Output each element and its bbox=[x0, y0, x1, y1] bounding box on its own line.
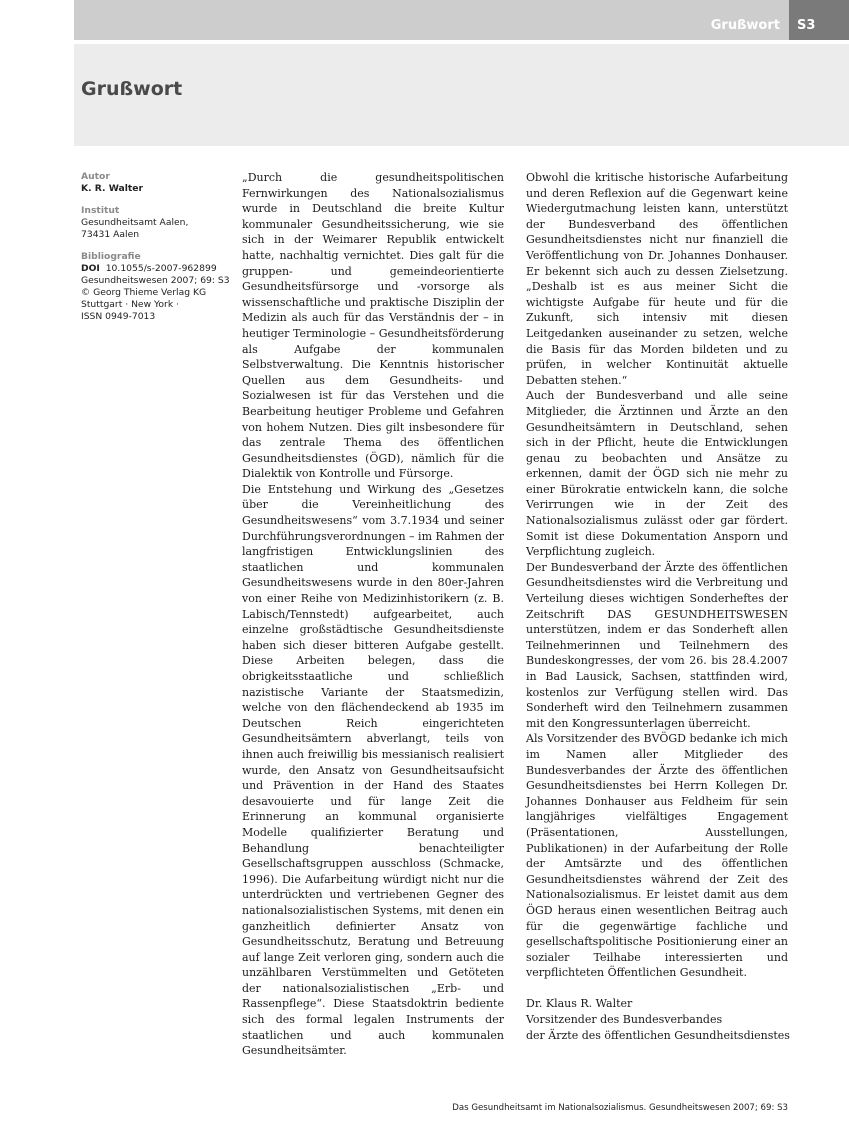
body-paragraph: Auch der Bundesverband und alle seine Mitglieder, die Ärztinnen und Ärzte an den Gesundheitsämtern in Deutschland, sehen sich in der Pflicht, heute die Entwicklungen genau zu beobachten und Ansätze zu erkennen, damit der ÖGD sich nie mehr zu einer Bürokratie entwickeln kann, die solche Verirrungen wie in der Zeit des Nationalsozialismus zulässt oder gar fördert. Somit ist diese Dokumentation Ansporn und Verpflichtung zugleich. bbox=[526, 389, 788, 559]
bibliography-line: Stuttgart · New York · bbox=[81, 299, 179, 310]
doi-label: DOI bbox=[81, 263, 100, 274]
page-number: S3 bbox=[789, 0, 849, 40]
body-paragraph: Die Entstehung und Wirkung des „Gesetzes über die Vereinheitlichung des Gesundheitswesens“ vom 3.7.1934 und seiner Durchführungsverordnungen – im Rahmen der langfristigen Entwicklungslinien des staatlichen und kommunalen Gesundheitswesens wurde in den 80er-Jahren von einer Reihe von Medizinhistorikern (z. B. Labisch/Tennstedt) aufgearbeitet, auch einzelne großstädtische Gesundheitsdienste haben sich dieser bitteren Aufgabe gestellt. Diese Arbeiten belegen, dass die obrigkeitsstaatliche und schließlich nazistische Variante der Staatsmedizin, welche von den flächendeckend ab 1935 im Deutschen Reich eingerichteten Gesundheitsämtern abverlangt, teils von ihnen auch freiwillig bis messianisch realisiert wurde, den Ansatz von Gesundheitsaufsicht und Prävention in der Hand des Staates desavouierte und für lange Zeit die Erinnerung an kommunal organisierte Modelle qualifizierter Beratung und Behandlung benachteiligter Gesellschaftsgruppen ausschloss (Schmacke, 1996). Die Aufarbeitung würdigt nicht nur die unterdrückten und vertriebenen Gegner des nationalsozialistischen Systems, mit denen ein ganzheitlich definierter Ansatz von Gesundheitsschutz, Beratung und Betreuung auf lange Zeit verloren ging, sondern auch die unzählbaren Verstümmelten und Getöteten der nationalsozialistischen „Erb- und Rassenpflege“. Diese Staatsdoktrin bediente sich des formal legalen Instruments der staatlichen und auch kommunalen Gesundheitsämter. bbox=[242, 482, 505, 1058]
doi-value[interactable]: 10.1055/s-2007-962899 bbox=[105, 263, 217, 274]
bibliography-label: Bibliografie bbox=[81, 251, 141, 262]
bibliography-line: © Georg Thieme Verlag KG bbox=[81, 287, 207, 298]
bibliography-group bbox=[81, 251, 231, 323]
doi-line bbox=[81, 263, 231, 275]
signature-role: Vorsitzender des Bundesverbandes bbox=[526, 1013, 723, 1027]
author-group bbox=[81, 171, 231, 195]
author-name: K. R. Walter bbox=[81, 183, 144, 194]
title-block bbox=[74, 44, 849, 146]
signature-name: Dr. Klaus R. Walter bbox=[526, 997, 633, 1011]
institute-group bbox=[81, 205, 231, 241]
institute-line: 73431 Aalen bbox=[81, 229, 140, 240]
body-paragraph: Obwohl die kritische historische Aufarbeitung und deren Reflexion auf die Gegenwart keine Wiedergutmachung leisten kann, unterstützt der Bundesverband des öffentlichen Gesundheitsdienstes nicht nur finanziell die Veröffentlichung von Dr. Johannes Donhauser. Er bekennt sich auch zu dessen Zielsetzung. „Deshalb ist es aus meiner Sicht die wichtigste Aufgabe für heute und für die Zukunft, sich intensiv mit diesen Leitgedanken auseinander zu setzen, welche die Basis für das Morden bildeten und zu prüfen, in welcher Kontinuität aktuelle Debatten stehen.“ bbox=[526, 171, 788, 387]
author-label: Autor bbox=[81, 171, 110, 182]
article-metadata bbox=[81, 171, 231, 333]
body-paragraph: Als Vorsitzender des BVÖGD bedanke ich mich im Namen aller Mitglieder des Bundesverbandes der Ärzte des öffentlichen Gesundheitsdienstes bei Herrn Kollegen Dr. Johannes Donhauser aus Feldheim für sein langjähriges vielfältiges Engagement (Präsentationen, Ausstellungen, Publikationen) in der Aufarbeitung der Rolle der Amtsärzte und des öffentlichen Gesundheitsdienstes während der Zeit des Nationalsozialismus. Er leistet damit aus dem ÖGD heraus einen wesentlichen Beitrag auch für die gegenwärtige fachliche und gesellschaftspolitische Positionierung einer an sozialer Teilhabe interessierten und verpflichteten Öffentlichen Gesundheit. bbox=[526, 732, 788, 980]
bibliography-line: ISSN 0949-7013 bbox=[81, 311, 156, 322]
signature bbox=[526, 996, 788, 1043]
page-title: Grußwort bbox=[81, 78, 183, 100]
body-column-left bbox=[242, 170, 504, 1059]
body-paragraph: Der Bundesverband der Ärzte des öffentlichen Gesundheitsdienstes wird die Verbreitung und Verteilung dieses wichtigen Sonderheftes der Zeitschrift DAS GESUNDHEITSWESEN unterstützen, indem er das Sonderheft allen Teilnehmerinnen und Teilnehmern des Bundeskongresses, der vom 26. bis 28.4.2007 in Bad Lausick, Sachsen, stattfinden wird, kostenlos zur Verfügung stellen wird. Das Sonderheft wird den Teilnehmern zusammen mit den Kongressunterlagen überreicht. bbox=[526, 560, 788, 730]
bibliography-line: Gesundheitswesen 2007; 69: S3 bbox=[81, 275, 230, 286]
body-paragraph: „Durch die gesundheitspolitischen Fernwirkungen des Nationalsozialismus wurde in Deutschland die breite Kultur kommunaler Gesundheitssicherung, wie sie sich in der Weimarer Republik entwickelt hatte, nachhaltig vernichtet. Dies galt für die gruppen- und gemeindeorientierte Gesundheitsfürsorge und -vorsorge als wissenschaftliche und praktische Disziplin der Medizin als auch für das Verständnis der – in heutiger Terminologie – Gesundheitsförderung als Aufgabe der kommunalen Selbstverwaltung. Die Kenntnis historischer Quellen aus dem Gesundheits- und Sozialwesen ist für das Verstehen und die Bearbeitung heutiger Probleme und Gefahren von hohem Nutzen. Dies gilt insbesondere für das zentrale Thema des öffentlichen Gesundheitsdienstes (ÖGD), nämlich für die Dialektik von Kontrolle und Fürsorge. bbox=[242, 171, 504, 481]
page-footer: Das Gesundheitsamt im Nationalsozialismus. Gesundheitswesen 2007; 69: S3 bbox=[452, 1103, 788, 1113]
signature-role: der Ärzte des öffentlichen Gesundheitsdienstes bbox=[526, 1028, 790, 1042]
institute-line: Gesundheitsamt Aalen, bbox=[81, 217, 189, 228]
running-head: Grußwort bbox=[710, 18, 780, 33]
institute-label: Institut bbox=[81, 205, 120, 216]
body-column-right bbox=[526, 170, 788, 1043]
